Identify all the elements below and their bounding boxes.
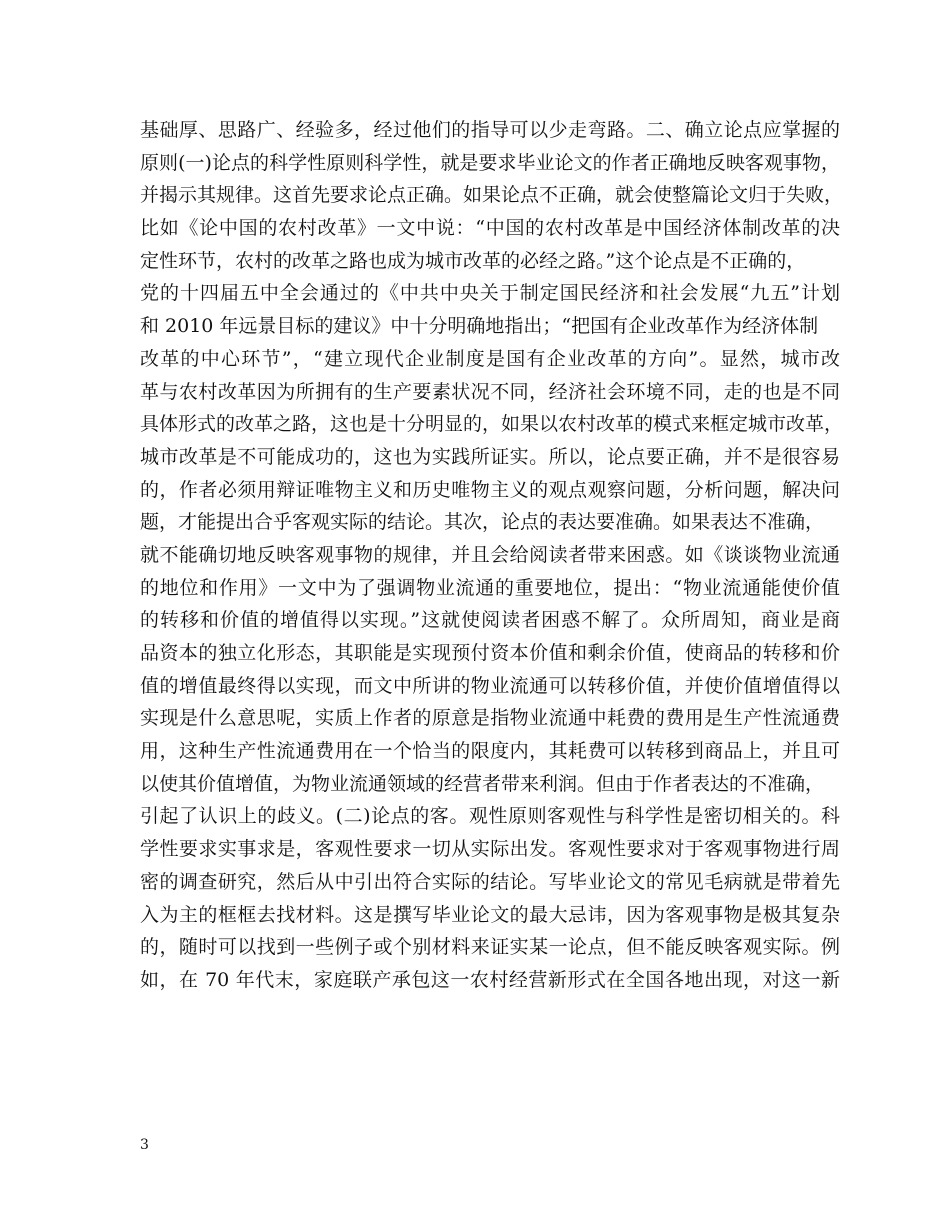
text-line: 的，随时可以找到一些例子或个别材料来证实某一论点，但不能反映客观实际。例 (140, 936, 840, 959)
text-line: 用，这种生产性流通费用在一个恰当的限度内，其耗费可以转移到商品上，并且可 (140, 740, 840, 763)
text-line: 引起了认识上的歧义。(二)论点的客。观性原则客观性与科学性是密切相关的。科 (140, 805, 840, 828)
text-line: 原则(一)论点的科学性原则科学性，就是要求毕业论文的作者正确地反映客观事物， (140, 151, 840, 174)
text-line: 以使其价值增值，为物业流通领域的经营者带来利润。但由于作者表达的不准确， (140, 772, 825, 795)
text-line: 值的增值最终得以实现，而文中所讲的物业流通可以转移价值，并使价值增值得以 (140, 674, 840, 697)
text-line: 如，在 70 年代末，家庭联产承包这一农村经营新形式在全国各地出现，对这一新 (140, 968, 840, 991)
text-line: 革与农村改革因为所拥有的生产要素状况不同，经济社会环境不同，走的也是不同 (140, 380, 840, 403)
text-line: 题，才能提出合乎客观实际的结论。其次，论点的表达要准确。如果表达不准确， (140, 511, 825, 534)
text-line: 具体形式的改革之路，这也是十分明显的，如果以农村改革的模式来框定城市改革， (140, 413, 844, 436)
text-line: 党的十四届五中全会通过的《中共中央关于制定国民经济和社会发展“九五”计划 (140, 282, 840, 305)
text-line: 密的调查研究，然后从中引出符合实际的结论。写毕业论文的常见毛病就是带着先 (140, 870, 840, 893)
text-line: 学性要求实事求是，客观性要求一切从实际出发。客观性要求对于客观事物进行周 (140, 838, 840, 861)
text-line: 的，作者必须用辩证唯物主义和历史唯物主义的观点观察问题，分析问题，解决问 (140, 478, 840, 501)
text-line: 城市改革是不可能成功的，这也为实践所证实。所以，论点要正确，并不是很容易 (140, 445, 840, 468)
text-line: 基础厚、思路广、经验多，经过他们的指导可以少走弯路。二、确立论点应掌握的 (140, 119, 840, 141)
text-line: 品资本的独立化形态，其职能是实现预付资本价值和剩余价值，使商品的转移和价 (140, 642, 840, 664)
text-line: 和 2010 年远景目标的建议》中十分明确地指出；“把国有企业改革作为经济体制 (140, 315, 819, 338)
text-line: 实现是什么意思呢，实质上作者的原意是指物业流通中耗费的费用是生产性流通费 (140, 707, 840, 730)
text-line: 的转移和价值的增值得以实现。”这就使阅读者困惑不解了。众所周知，商业是商 (140, 609, 840, 632)
text-line: 改革的中心环节”，“建立现代企业制度是国有企业改革的方向”。显然，城市改 (140, 347, 840, 370)
text-line: 的地位和作用》一文中为了强调物业流通的重要地位，提出：“物业流通能使价值 (140, 576, 840, 599)
text-line: 比如《论中国的农村改革》一文中说：“中国的农村改革是中国经济体制改革的决 (140, 217, 840, 240)
text-line: 并揭示其规律。这首先要求论点正确。如果论点不正确，就会使整篇论文归于失败， (140, 184, 844, 207)
text-line: 就不能确切地反映客观事物的规律，并且会给阅读者带来困惑。如《谈谈物业流通 (140, 543, 840, 566)
body-text (140, 114, 844, 997)
page-number: 3 (140, 1137, 149, 1153)
text-line: 入为主的框框去找材料。这是撰写毕业论文的最大忌讳，因为客观事物是极其复杂 (140, 903, 840, 926)
text-line: 定性环节，农村的改革之路也成为城市改革的必经之路。”这个论点是不正确的， (140, 249, 806, 272)
